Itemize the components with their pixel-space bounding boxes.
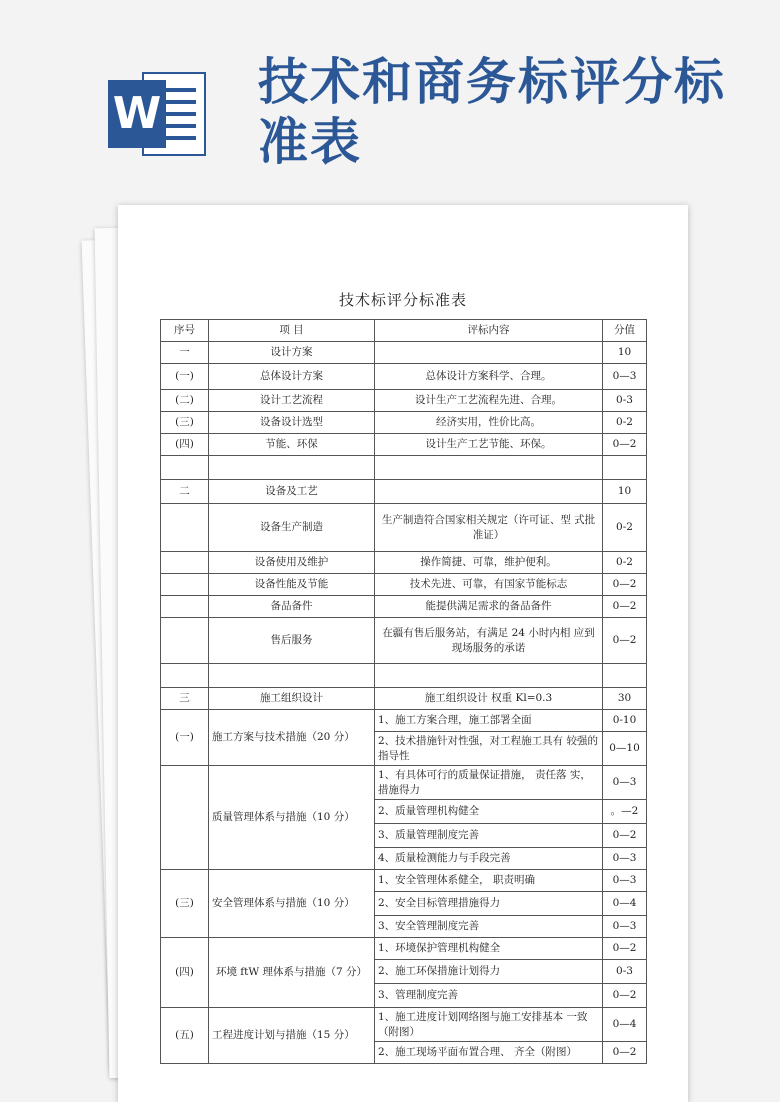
row-content: 2、施工环保措施计划得力: [375, 960, 603, 984]
table-row: [161, 364, 647, 390]
row-item: 设备及工艺: [209, 480, 375, 504]
table-row: [161, 342, 647, 364]
row-score: 10: [603, 342, 647, 364]
row-score: 0—10: [603, 732, 647, 766]
row-content: [375, 342, 603, 364]
row-score: 0—2: [603, 1042, 647, 1064]
row-item: 设备生产制造: [209, 504, 375, 552]
row-content: 能提供满足需求的备品备件: [375, 596, 603, 618]
table-row: [161, 504, 647, 552]
row-item: 设备使用及维护: [209, 552, 375, 574]
table-row: [161, 480, 647, 504]
row-item: 施工方案与技术措施（20 分）: [209, 710, 375, 766]
table-row: [161, 688, 647, 710]
header-score: 分值: [603, 320, 647, 342]
row-content: 施工组织设计 权重 Kl=0.3: [375, 688, 603, 710]
row-item: 设备设计选型: [209, 412, 375, 434]
row-content: 在疆有售后服务站，有满足 24 小时内相 应到现场服务的承诺: [375, 618, 603, 664]
row-item: 施工组织设计: [209, 688, 375, 710]
row-content: 设计生产工艺节能、环保。: [375, 434, 603, 456]
table-row: [161, 390, 647, 412]
row-item: 质量管理体系与措施（10 分）: [209, 766, 375, 870]
row-score: 0—3: [603, 870, 647, 892]
row-item: 设计工艺流程: [209, 390, 375, 412]
row-no: 三: [161, 688, 209, 710]
row-score: 0-3: [603, 960, 647, 984]
table-row: [161, 574, 647, 596]
row-item: 节能、环保: [209, 434, 375, 456]
row-score: 0—2: [603, 434, 647, 456]
row-item: 总体设计方案: [209, 364, 375, 390]
row-item: 备品备件: [209, 596, 375, 618]
row-score: 0—3: [603, 364, 647, 390]
row-score: 0—2: [603, 938, 647, 960]
row-content: 1、施工方案合理，施工部署全面: [375, 710, 603, 732]
row-score: 0—2: [603, 618, 647, 664]
table-row: [161, 412, 647, 434]
word-document-icon: [108, 66, 208, 160]
row-no: (四): [161, 938, 209, 1008]
row-no: 二: [161, 480, 209, 504]
table-row: [161, 1008, 647, 1042]
table-row: [161, 766, 647, 800]
row-no: [161, 596, 209, 618]
table-row-empty: [161, 456, 647, 480]
row-content: 1、有具体可行的质量保证措施， 责任落 实，措施得力: [375, 766, 603, 800]
row-content: 2、施工现场平面布置合理、 齐全（附图）: [375, 1042, 603, 1064]
document-page: [118, 205, 688, 1102]
row-item: 安全管理体系与措施（10 分）: [209, 870, 375, 938]
row-content: 2、安全目标管理措施得力: [375, 892, 603, 916]
row-item: 设计方案: [209, 342, 375, 364]
row-item: 设备性能及节能: [209, 574, 375, 596]
row-content: 生产制造符合国家相关规定（许可证、型 式批准证）: [375, 504, 603, 552]
row-score: 0-2: [603, 412, 647, 434]
row-no: 一: [161, 342, 209, 364]
row-score: 0—2: [603, 596, 647, 618]
header-content: 评标内容: [375, 320, 603, 342]
row-no: [161, 574, 209, 596]
row-score: 0-2: [603, 504, 647, 552]
header-item: 项 目: [209, 320, 375, 342]
table-row: [161, 870, 647, 892]
row-no: [161, 766, 209, 870]
row-score: 0—2: [603, 984, 647, 1008]
row-score: 10: [603, 480, 647, 504]
table-row: [161, 710, 647, 732]
row-content: 1、安全管理体系健全， 职责明确: [375, 870, 603, 892]
row-score: 30: [603, 688, 647, 710]
row-no: [161, 504, 209, 552]
row-no: [161, 618, 209, 664]
row-score: 0—3: [603, 766, 647, 800]
row-no: [161, 552, 209, 574]
row-content: [375, 480, 603, 504]
row-content: 1、环境保护管理机构健全: [375, 938, 603, 960]
row-item: 售后服务: [209, 618, 375, 664]
row-score: 。—2: [603, 800, 647, 824]
scoring-table: [160, 319, 647, 1064]
page-title: 技术和商务标评分标准表: [258, 53, 726, 171]
row-score: 0-3: [603, 390, 647, 412]
table-row: [161, 618, 647, 664]
table-row: [161, 596, 647, 618]
row-no: (一): [161, 364, 209, 390]
row-content: 2、技术措施针对性强，对工程施工具有 较强的指导性: [375, 732, 603, 766]
row-content: 经济实用，性价比高。: [375, 412, 603, 434]
table-row-empty: [161, 664, 647, 688]
row-score: 0—2: [603, 574, 647, 596]
row-content: 2、质量管理机构健全: [375, 800, 603, 824]
header-no: 序号: [161, 320, 209, 342]
row-no: (一): [161, 710, 209, 766]
row-content: 1、施工进度计划网络图与施工安排基本 一致（附图）: [375, 1008, 603, 1042]
row-content: 总体设计方案科学、合理。: [375, 364, 603, 390]
table-row: [161, 552, 647, 574]
word-badge: W: [108, 80, 166, 148]
table-header-row: [161, 320, 647, 342]
row-score: 0—3: [603, 848, 647, 870]
row-no: (五): [161, 1008, 209, 1064]
row-content: 设计生产工艺流程先进、合理。: [375, 390, 603, 412]
row-score: 0—4: [603, 892, 647, 916]
row-content: 3、管理制度完善: [375, 984, 603, 1008]
row-no: (三): [161, 870, 209, 938]
table-row: [161, 434, 647, 456]
row-score: 0-2: [603, 552, 647, 574]
row-content: 4、质量检测能力与手段完善: [375, 848, 603, 870]
row-content: 3、质量管理制度完善: [375, 824, 603, 848]
row-content: 技术先进、可靠，有国家节能标志: [375, 574, 603, 596]
row-no: (四): [161, 434, 209, 456]
row-score: 0—3: [603, 916, 647, 938]
row-score: 0—4: [603, 1008, 647, 1042]
table-row: [161, 938, 647, 960]
row-score: 0-10: [603, 710, 647, 732]
document-title: 技术标评分标准表: [338, 291, 467, 309]
row-no: (二): [161, 390, 209, 412]
row-item: 环境 ftW 理体系与措施（7 分）: [209, 938, 375, 1008]
row-no: (三): [161, 412, 209, 434]
row-item: 工程进度计划与措施（15 分）: [209, 1008, 375, 1064]
row-content: 3、安全管理制度完善: [375, 916, 603, 938]
row-score: 0—2: [603, 824, 647, 848]
row-content: 操作简捷、可靠，维护便利。: [375, 552, 603, 574]
